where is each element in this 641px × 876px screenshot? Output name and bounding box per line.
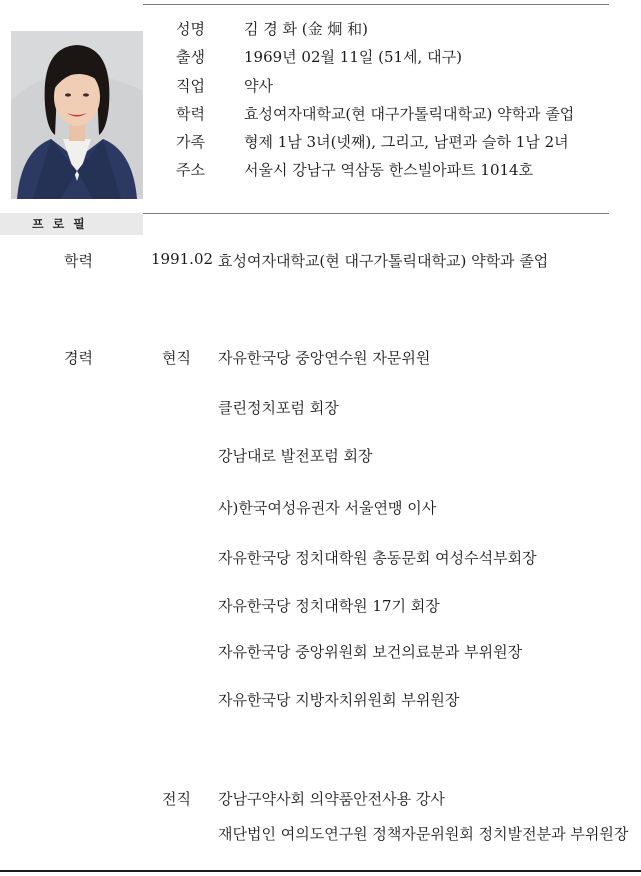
career-current-item: 자유한국당 지방자치위원회 부위원장: [218, 691, 460, 709]
education-date: 1991.02: [151, 250, 214, 268]
info-value-job: 약사: [244, 77, 273, 95]
section-rule: [143, 213, 609, 214]
info-label-address: 주소: [176, 161, 205, 179]
bottom-rule: [0, 870, 641, 872]
info-label-education: 학력: [176, 105, 205, 123]
career-current-item: 강남대로 발전포럼 회장: [218, 447, 373, 465]
info-value-education: 효성여자대학교(현 대구가톨릭대학교) 약학과 졸업: [244, 105, 575, 123]
career-current-item: 클린정치포럼 회장: [218, 399, 339, 417]
info-value-birth: 1969년 02월 11일 (51세, 대구): [244, 48, 462, 66]
portrait-image: [11, 31, 143, 199]
current-label: 현직: [162, 349, 191, 367]
career-current-item: 자유한국당 정치대학원 17기 회장: [218, 597, 440, 615]
info-value-address: 서울시 강남구 역삼동 한스빌아파트 1014호: [244, 161, 534, 179]
info-label-family: 가족: [176, 133, 205, 151]
former-label: 전직: [162, 790, 191, 808]
career-label: 경력: [64, 349, 93, 367]
career-current-item: 사)한국여성유권자 서울연맹 이사: [218, 499, 437, 517]
info-label-job: 직업: [176, 77, 205, 95]
info-value-name: 김 경 화 (金 炯 和): [244, 20, 369, 38]
info-label-birth: 출생: [176, 48, 205, 66]
info-label-name: 성명: [176, 20, 205, 38]
education-entry: 효성여자대학교(현 대구가톨릭대학교) 약학과 졸업: [218, 252, 549, 270]
career-current-item: 자유한국당 중앙연수원 자문위원: [218, 349, 431, 367]
top-rule: [143, 4, 609, 5]
career-current-item: 자유한국당 중앙위원회 보건의료분과 부위원장: [218, 643, 523, 661]
career-former-item: 강남구약사회 의약품안전사용 강사: [218, 790, 445, 808]
portrait-photo: [11, 31, 143, 199]
career-former-item: 재단법인 여의도연구원 정책자문위원회 정치발전분과 부위원장: [218, 825, 629, 843]
education-label: 학력: [64, 252, 93, 270]
info-value-family: 형제 1남 3녀(넷째), 그리고, 남편과 슬하 1남 2녀: [244, 133, 569, 151]
career-current-item: 자유한국당 정치대학원 총동문회 여성수석부회장: [218, 549, 537, 567]
profile-tab: 프로필: [0, 213, 143, 235]
